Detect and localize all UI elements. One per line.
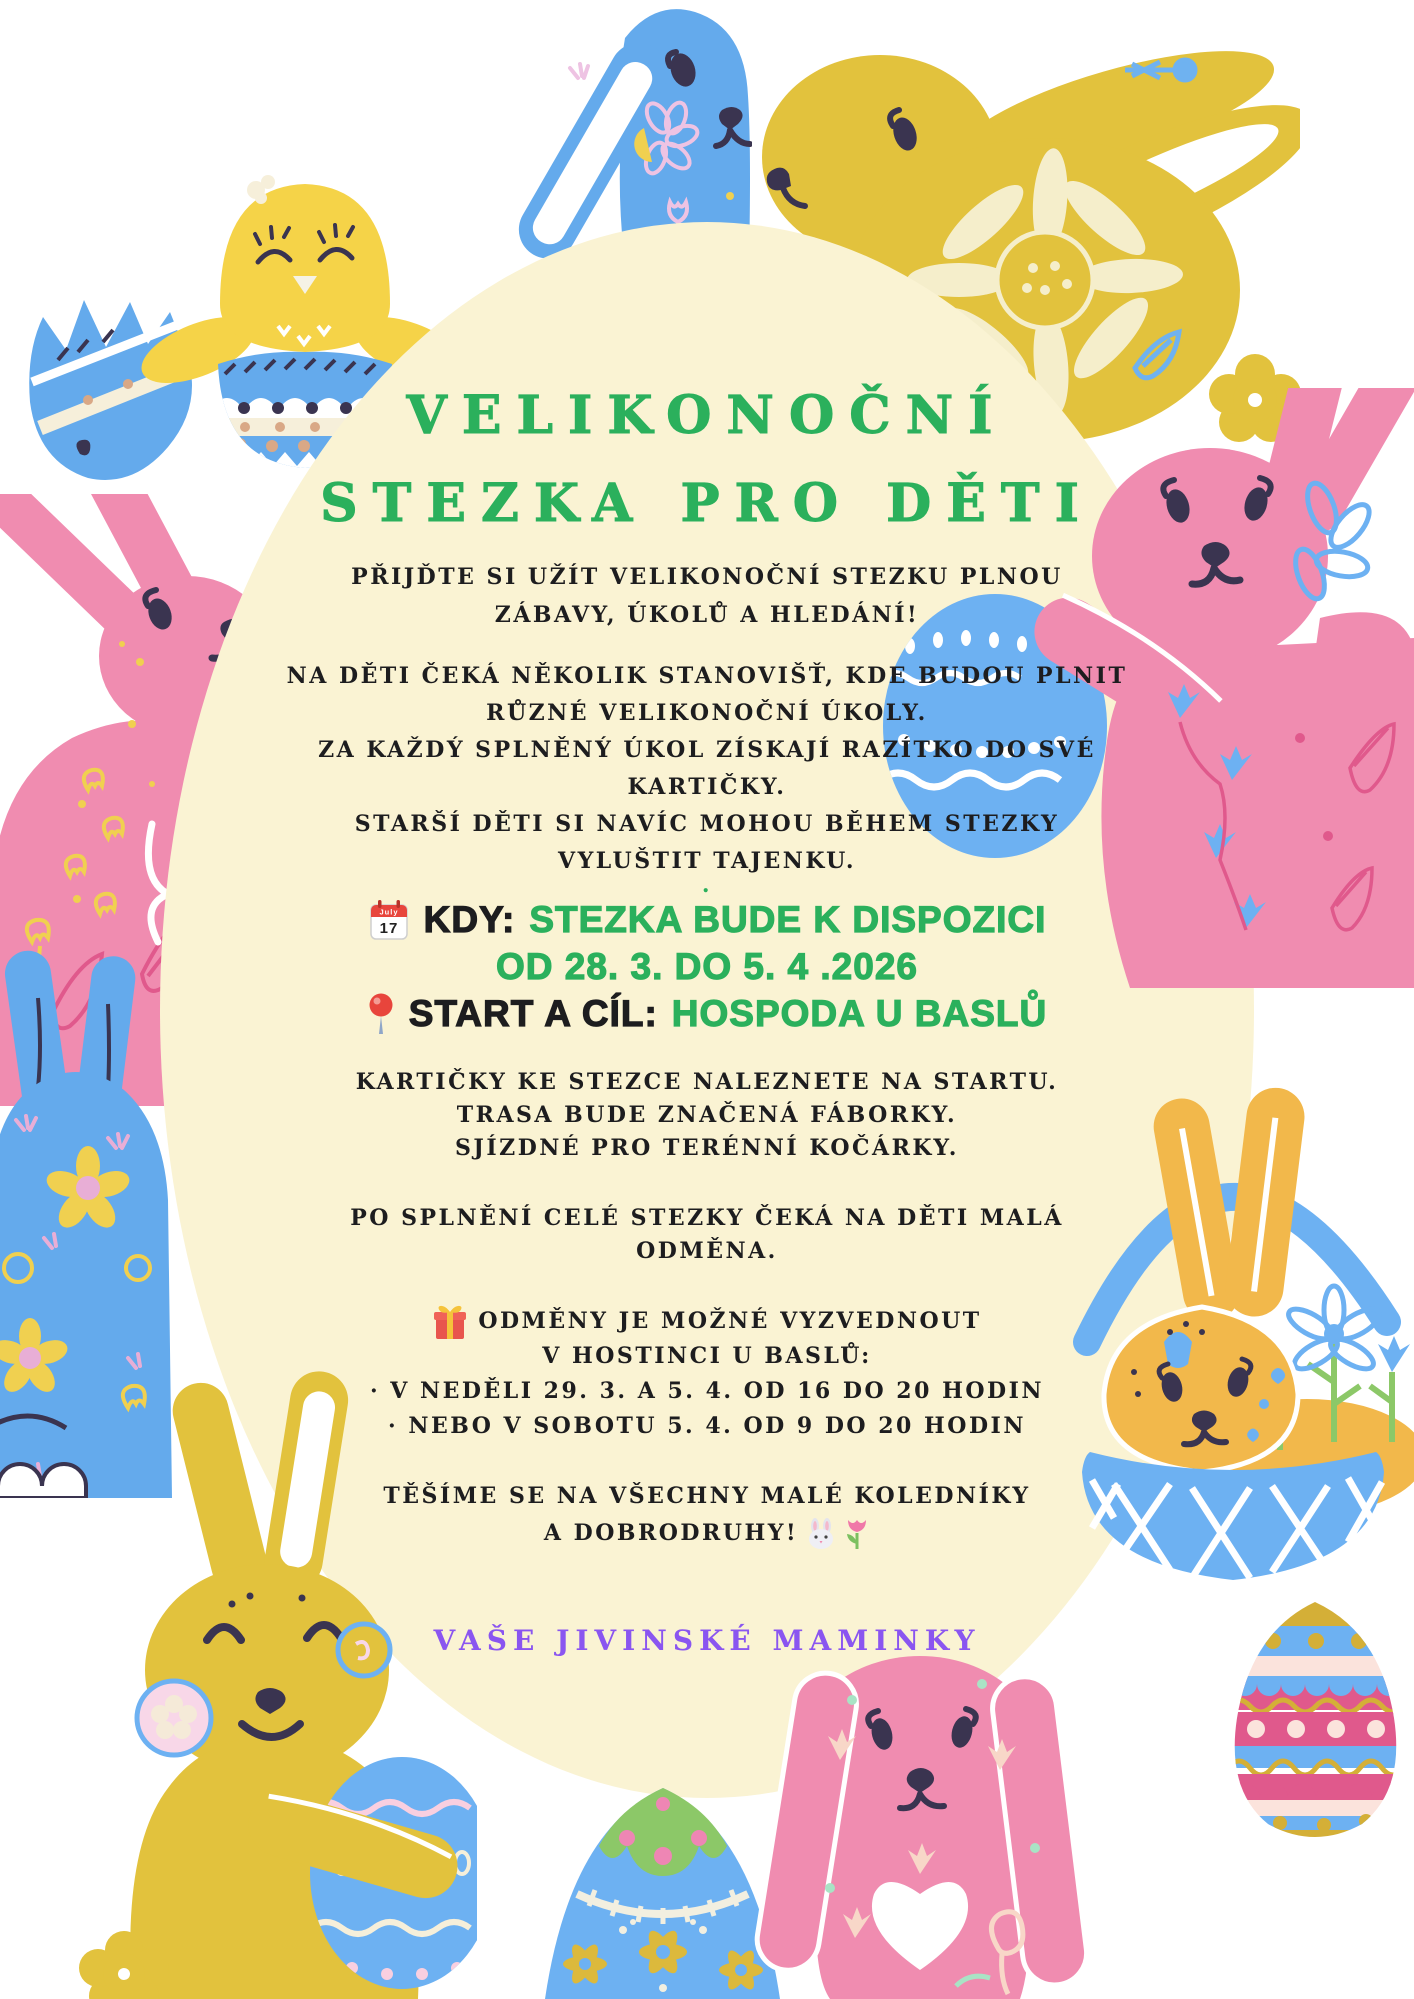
reward-line: PO SPLNĚNÍ CELÉ STEZKY ČEKÁ NA DĚTI MALÁ bbox=[350, 1205, 1064, 1231]
gift-icon bbox=[432, 1303, 468, 1341]
yellow-bunny-hugging-egg-illustration bbox=[72, 1368, 477, 1999]
pickup-paragraph bbox=[207, 1304, 1207, 1444]
start-label: START A CÍL: bbox=[408, 992, 658, 1034]
date-line: OD 28. 3. DO 5. 4 .2026 bbox=[496, 945, 918, 987]
svg-text:17: 17 bbox=[379, 919, 398, 937]
pickup-line-1 bbox=[207, 1304, 1207, 1339]
about-line: KARTIČKY. bbox=[627, 774, 787, 800]
logistics-line: SJÍZDNÉ PRO TERÉNNÍ KOČÁRKY. bbox=[455, 1135, 959, 1161]
event-details bbox=[207, 896, 1207, 1037]
about-line: STARŠÍ DĚTI SI NAVÍC MOHOU BĚHEM STEZKY bbox=[354, 811, 1060, 837]
page-title bbox=[207, 372, 1207, 548]
start-line bbox=[207, 990, 1207, 1037]
tulip-icon bbox=[844, 1517, 870, 1551]
signature: VAŠE JIVINSKÉ MAMINKY bbox=[433, 1624, 981, 1657]
closing-text: A DOBRODRUHY! bbox=[543, 1520, 799, 1546]
closing-line-1: TĚŠÍME SE NA VŠECHNY MALÉ KOLEDNÍKY bbox=[383, 1483, 1031, 1509]
pushpin-icon bbox=[367, 992, 395, 1036]
intro-line: ZÁBAVY, ÚKOLŮ A HLEDÁNÍ! bbox=[494, 602, 920, 628]
pickup-text: ODMĚNY JE MOŽNÉ VYZVEDNOUT bbox=[478, 1308, 982, 1334]
bunny-face-icon bbox=[806, 1518, 836, 1550]
about-line: NA DĚTI ČEKÁ NĚKOLIK STANOVIŠŤ, KDE BUDOU PLNIT bbox=[286, 663, 1128, 689]
about-line: RŮZNÉ VELIKONOČNÍ ÚKOLY. bbox=[486, 700, 928, 726]
lop-eared-bunny-illustration bbox=[690, 1648, 1140, 1999]
logistics-paragraph bbox=[207, 1066, 1207, 1165]
pickup-line-4: · NEBO V SOBOTU 5. 4. OD 9 DO 20 HODIN bbox=[388, 1413, 1026, 1439]
start-value: HOSPODA U BASLŮ bbox=[671, 992, 1048, 1034]
svg-text:July: July bbox=[379, 907, 399, 916]
divider-dot: . bbox=[701, 872, 713, 898]
reward-paragraph bbox=[207, 1202, 1207, 1268]
title-line-1: VELIKONOČNÍ bbox=[406, 385, 1008, 446]
pickup-line-3: · V NEDĚLI 29. 3. A 5. 4. OD 16 DO 20 HODIN bbox=[369, 1378, 1044, 1404]
calendar-icon bbox=[368, 899, 410, 941]
intro-line: PŘIJĎTE SI UŽÍT VELIKONOČNÍ STEZKU PLNOU bbox=[351, 564, 1063, 590]
when-label: KDY: bbox=[423, 898, 516, 940]
logistics-line: TRASA BUDE ZNAČENÁ FÁBORKY. bbox=[456, 1102, 958, 1128]
when-value: STEZKA BUDE K DISPOZICI bbox=[529, 898, 1047, 940]
title-line-2: STEZKA PRO DĚTI bbox=[320, 473, 1094, 534]
closing-paragraph bbox=[207, 1478, 1207, 1552]
intro-paragraph bbox=[207, 558, 1207, 634]
pickup-line-2: V HOSTINCI U BASLŮ: bbox=[542, 1343, 872, 1369]
about-paragraph bbox=[207, 658, 1207, 880]
striped-egg-illustration bbox=[1228, 1598, 1403, 1843]
when-line bbox=[207, 896, 1207, 943]
about-line: VYLUŠTIT TAJENKU. bbox=[558, 848, 856, 874]
about-line: ZA KAŽDÝ SPLNĚNÝ ÚKOL ZÍSKAJÍ RAZÍTKO DO SVÉ bbox=[318, 737, 1096, 763]
logistics-line: KARTIČKY KE STEZCE NALEZNETE NA STARTU. bbox=[355, 1069, 1059, 1095]
closing-line-2 bbox=[207, 1515, 1207, 1552]
reward-line: ODMĚNA. bbox=[636, 1238, 778, 1264]
